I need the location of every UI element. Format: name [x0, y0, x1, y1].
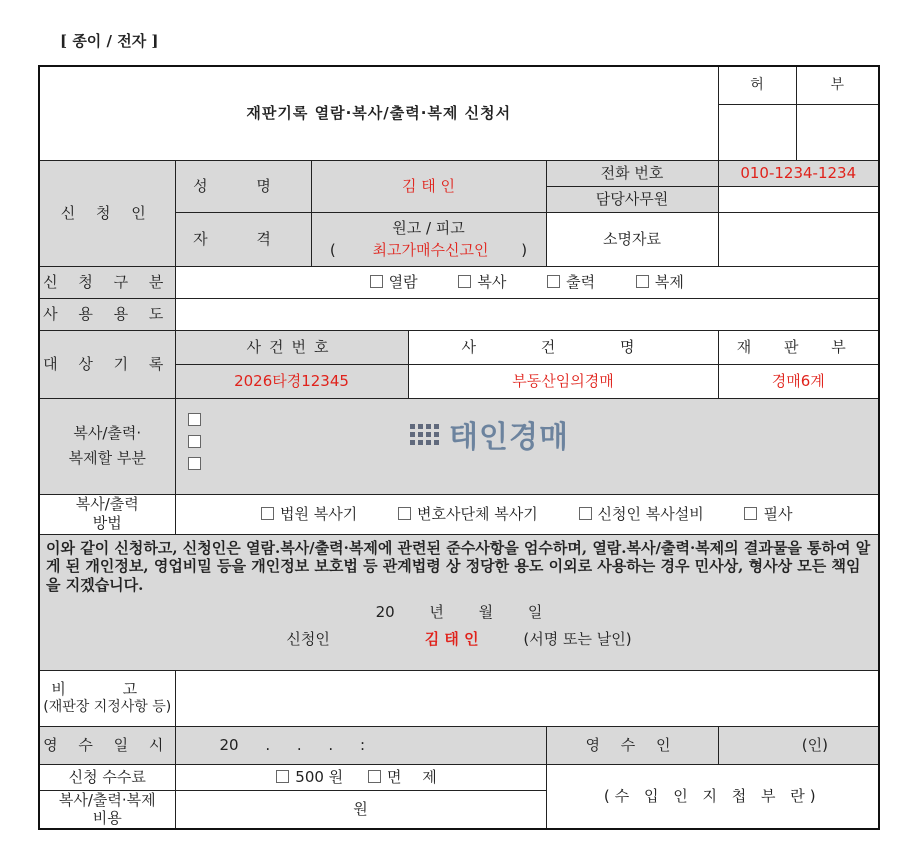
court-value[interactable]: 경매6계: [718, 364, 879, 398]
receipt-date-label: 영 수 일 시: [39, 726, 175, 764]
checkbox-icon: [458, 275, 471, 288]
name-value[interactable]: 김 태 인: [311, 160, 546, 212]
paper-electronic-tag: [ 종이 / 전자 ]: [60, 32, 159, 50]
taein-logo: [410, 412, 569, 456]
qualification-label: 자 격: [175, 212, 311, 266]
court-label: 재 판 부: [718, 330, 879, 364]
checkbox-icon: [636, 275, 649, 288]
checkbox-icon: [579, 507, 592, 520]
phone-value[interactable]: 010-1234-1234: [718, 160, 879, 186]
cost-value[interactable]: 원: [175, 790, 546, 829]
proof-value[interactable]: [718, 212, 879, 266]
signer-name: 김 태 인: [424, 629, 479, 648]
target-record-label: 대 상 기 록: [39, 330, 175, 398]
form-title: 재판기록 열람·복사/출력·복제 신청서: [39, 66, 718, 160]
proof-label: 소명자료: [546, 212, 718, 266]
checkbox-icon: [276, 770, 289, 783]
cost-label: 복사/출력·복제 비용: [39, 790, 175, 829]
checkbox-icon: [370, 275, 383, 288]
logo-grid-icon: [410, 424, 439, 445]
approval-bu: 부: [796, 66, 879, 104]
request-option-view[interactable]: 열람: [370, 273, 418, 292]
qualification-value[interactable]: [311, 212, 546, 266]
copy-method-options: [175, 494, 879, 534]
qualification-options: 원고 / 피고: [392, 218, 465, 237]
copy-part-label: 복사/출력· 복제할 부분: [39, 398, 175, 494]
clerk-value[interactable]: [718, 186, 879, 212]
approval-heo: 허: [718, 66, 796, 104]
checkbox-icon: [368, 770, 381, 783]
checkbox-icon: [398, 507, 411, 520]
notice-block: [39, 534, 879, 670]
applicant-label: 신 청 인: [39, 160, 175, 266]
approval-heo-box[interactable]: [718, 104, 796, 160]
request-option-copy[interactable]: 복사: [458, 273, 506, 292]
request-type-options: [175, 266, 879, 298]
checkbox-icon: [261, 507, 274, 520]
fee-label: 신청 수수료: [39, 764, 175, 790]
checkbox-icon[interactable]: [188, 413, 201, 426]
revenue-stamp-area[interactable]: (수 입 인 지 첩 부 란): [546, 764, 879, 829]
request-option-duplicate[interactable]: 복제: [636, 273, 684, 292]
receiver-label: 영 수 인: [546, 726, 718, 764]
request-type-label: 신 청 구 분: [39, 266, 175, 298]
case-number-value[interactable]: 2026타경12345: [175, 364, 408, 398]
receipt-date-value[interactable]: 20 . . . :: [175, 726, 546, 764]
fee-options: [175, 764, 546, 790]
copy-method-label: 복사/출력 방법: [39, 494, 175, 534]
qual-detail-value: 최고가매수신고인: [372, 240, 489, 259]
remarks-label: 비 고 (재판장 지정사항 등): [39, 670, 175, 726]
checkbox-icon[interactable]: [188, 457, 201, 470]
method-court-copier[interactable]: 법원 복사기: [261, 505, 357, 524]
case-name-value[interactable]: 부동산임의경매: [408, 364, 718, 398]
usage-value[interactable]: [175, 298, 879, 330]
checkbox-icon[interactable]: [188, 435, 201, 448]
logo-text: 태인경매: [449, 420, 569, 455]
phone-label: 전화 번호: [546, 160, 718, 186]
notice-text: 이와 같이 신청하고, 신청인은 열람.복사/출력·복제에 관련된 준수사항을 엄수하며, 열람.복사/출력·복제의 결과물을 통하여 알게 된 개인정보, 영업비밀 등을 개인정보 보호법 등 관계법령 상 정당한 용도 이외로 사용하는 경우 민사상, 형사상 모든 책임을 지겠습니다.: [46, 538, 871, 594]
signer-label: 신청인: [286, 629, 330, 648]
sign-note: (서명 또는 날인): [523, 629, 632, 648]
method-handwrite[interactable]: 필사: [744, 505, 792, 524]
fee-option-500[interactable]: 500 원: [276, 768, 343, 787]
checkbox-icon: [744, 507, 757, 520]
name-label: 성 명: [175, 160, 311, 212]
clerk-label: 담당사무원: [546, 186, 718, 212]
remarks-value[interactable]: [175, 670, 879, 726]
qual-open-paren: (: [329, 240, 336, 259]
fee-option-exempt[interactable]: 면 제: [368, 768, 445, 787]
application-date: 20 년 월 일: [375, 602, 543, 621]
receiver-seal[interactable]: (인): [718, 726, 879, 764]
request-option-print[interactable]: 출력: [547, 273, 595, 292]
usage-label: 사 용 용 도: [39, 298, 175, 330]
method-lawyer-copier[interactable]: 변호사단체 복사기: [398, 505, 538, 524]
case-name-label: 사 건 명: [408, 330, 718, 364]
case-number-label: 사건번호: [175, 330, 408, 364]
qual-close-paren: ): [521, 240, 528, 259]
method-applicant-copier[interactable]: 신청인 복사설비: [579, 505, 704, 524]
checkbox-icon: [547, 275, 560, 288]
approval-bu-box[interactable]: [796, 104, 879, 160]
